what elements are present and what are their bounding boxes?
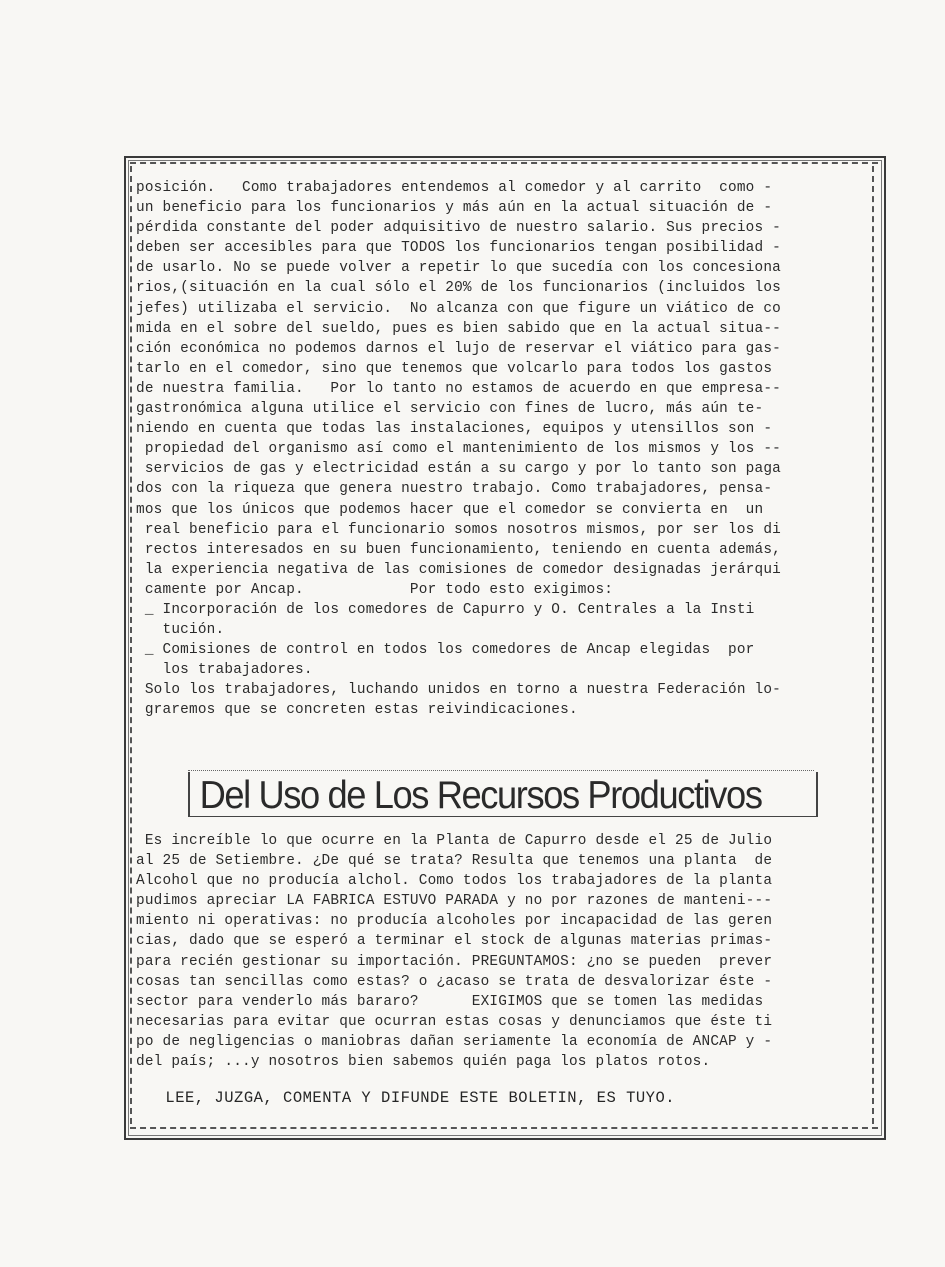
text-line: cias, dado que se esperó a terminar el stock de algunas materias primas-: [136, 933, 773, 950]
text-line: pudimos apreciar LA FABRICA ESTUVO PARADA y no por razones de manteni---: [136, 893, 773, 910]
text-line: ción económica no podemos darnos el lujo de reservar el viático para gas-: [136, 340, 782, 357]
frame-dashed-border-top: [130, 162, 878, 164]
heading-dotted-rule: [188, 770, 814, 771]
text-line: tarlo en el comedor, sino que tenemos que volcarlo para todos los gastos: [136, 360, 773, 377]
text-line: los trabajadores.: [136, 662, 313, 679]
text-line: miento ni operativas: no producía alcoholes por incapacidad de las geren: [136, 913, 773, 930]
recursos-article-text: [136, 831, 868, 1072]
text-line: dos con la riqueza que genera nuestro trabajo. Como trabajadores, pensa-: [136, 481, 773, 498]
text-line: del país; ...y nosotros bien sabemos quién paga los platos rotos.: [136, 1054, 711, 1071]
text-line: po de negligencias o maniobras dañan seriamente la economía de ANCAP y -: [136, 1033, 773, 1050]
text-line: graremos que se concreten estas reivindicaciones.: [136, 702, 578, 719]
text-line: de nuestra familia. Por lo tanto no estamos de acuerdo en que empresa--: [136, 380, 782, 397]
frame-dashed-border-bottom: [130, 1127, 878, 1129]
text-line: Solo los trabajadores, luchando unidos en torno a nuestra Federación lo-: [136, 682, 782, 699]
text-line: necesarias para evitar que ocurran estas cosas y denunciamos que éste ti: [136, 1013, 773, 1030]
text-line: rectos interesados en su buen funcionamiento, teniendo en cuenta además,: [136, 541, 782, 558]
text-line: propiedad del organismo así como el mantenimiento de los mismos y los --: [136, 441, 782, 458]
text-line: tución.: [136, 622, 225, 639]
text-line: niendo en cuenta que todas las instalaciones, equipos y utensillos son -: [136, 421, 773, 438]
text-line: de usarlo. No se puede volver a repetir lo que sucedía con los concesiona: [136, 260, 782, 277]
text-line: deben ser accesibles para que TODOS los funcionarios tengan posibilidad -: [136, 240, 782, 257]
text-line: servicios de gas y electricidad están a su cargo y por lo tanto son paga: [136, 461, 782, 478]
text-line: mida en el sobre del sueldo, pues es bien sabido que en la actual situa--: [136, 320, 782, 337]
text-line: posición. Como trabajadores entendemos al comedor y al carrito como -: [136, 180, 773, 196]
text-line: jefes) utilizaba el servicio. No alcanza con que figure un viático de co: [136, 300, 782, 317]
closing-slogan: LEE, JUZGA, COMENTA Y DIFUNDE ESTE BOLETIN, ES TUYO.: [136, 1089, 676, 1107]
section-heading: Del Uso de Los Recursos Productivos: [199, 774, 762, 817]
text-line: _ Incorporación de los comedores de Capurro y O. Centrales a la Insti: [136, 601, 755, 618]
text-line: cosas tan sencillas como estas? o ¿acaso se trata de desvalorizar éste -: [136, 973, 773, 990]
text-line: gastronómica alguna utilice el servicio con fines de lucro, más aún te-: [136, 401, 764, 418]
frame-dashed-border-left: [130, 166, 132, 1124]
text-line: mos que los únicos que podemos hacer que el comedor se convierta en un: [136, 501, 764, 518]
text-line: para recién gestionar su importación. PREGUNTAMOS: ¿no se pueden prever: [136, 953, 773, 970]
comedor-article-text: [136, 178, 868, 721]
text-line: la experiencia negativa de las comisiones de comedor designadas jerárqui: [136, 561, 782, 578]
text-line: camente por Ancap. Por todo esto exigimos:: [136, 581, 614, 598]
text-line: pérdida constante del poder adquisitivo de nuestro salario. Sus precios -: [136, 220, 782, 237]
text-line: rios,(situación en la cual sólo el 20% de los funcionarios (incluidos los: [136, 280, 782, 297]
text-line: Alcohol que no producía alchol. Como todos los trabajadores de la planta: [136, 873, 773, 890]
text-line: al 25 de Setiembre. ¿De qué se trata? Resulta que tenemos una planta de: [136, 853, 773, 870]
text-line: real beneficio para el funcionario somos nosotros mismos, por ser los di: [136, 521, 782, 538]
text-line: Es increíble lo que ocurre en la Planta de Capurro desde el 25 de Julio: [136, 833, 773, 849]
text-line: un beneficio para los funcionarios y más aún en la actual situación de -: [136, 200, 773, 217]
text-line: sector para venderlo más bararo? EXIGIMOS que se tomen las medidas: [136, 993, 764, 1010]
frame-dashed-border-right: [872, 166, 874, 1124]
text-line: _ Comisiones de control en todos los comedores de Ancap elegidas por: [136, 642, 755, 659]
